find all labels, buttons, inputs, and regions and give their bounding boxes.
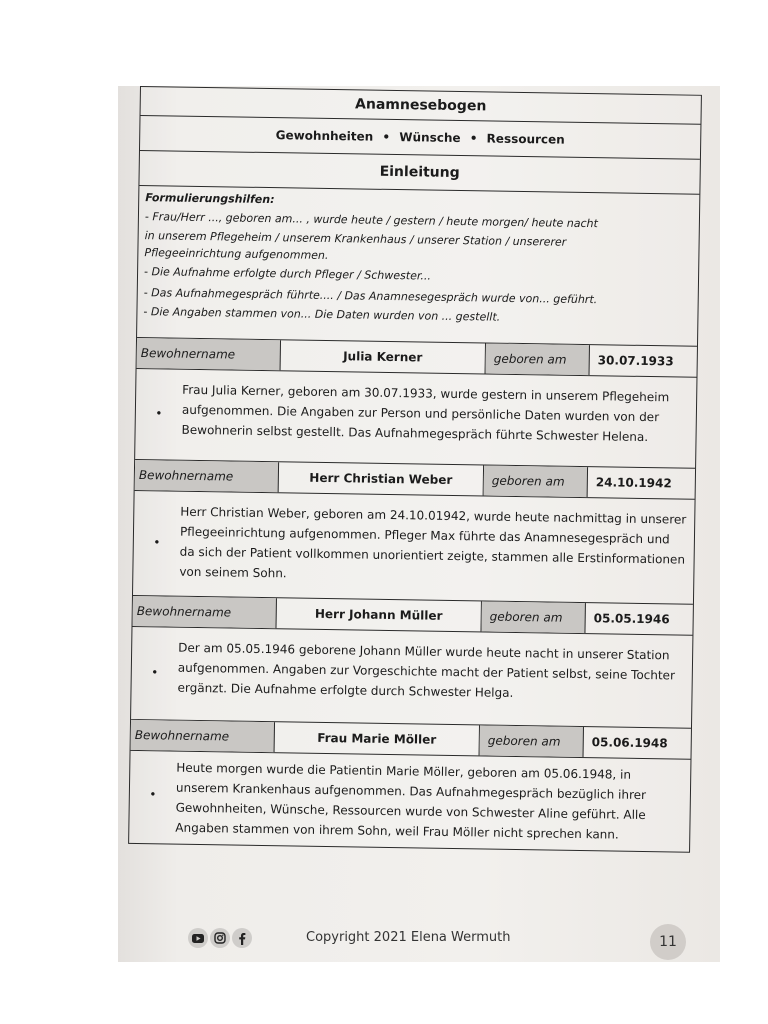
- subtitle-habits: Gewohnheiten: [275, 128, 374, 144]
- resident-text: Herr Christian Weber, geboren am 24.10.01942, wurde heute nachmittag in unserer Pflegeeinrichtung aufgenommen. Pfleger Max führte das Anamnesegespräch und da sich der Patient vollkommen unorientiert zeigte, stammen alle Erstinformationen von seinem Sohn.: [179, 504, 687, 581]
- resident-name: Herr Johann Müller: [277, 598, 482, 631]
- birth-date: 05.06.1948: [591, 735, 668, 751]
- hints-title: Formulierungshilfen:: [145, 191, 275, 207]
- form-box: [128, 86, 702, 853]
- page-number: 11: [650, 924, 686, 960]
- resident-name-label: Bewohnername: [133, 596, 277, 628]
- resident-name-label: Bewohnername: [135, 460, 279, 492]
- hint-line: in unserem Pflegeheim / unserem Krankenhaus / unserer Station / unsererer: [144, 229, 567, 249]
- resident-block: [135, 337, 697, 468]
- birth-date-label: geboren am: [486, 343, 590, 375]
- hint-line: - Frau/Herr ..., geboren am... , wurde heute / gestern / heute morgen/ heute nacht: [144, 210, 598, 231]
- hint-line: - Das Aufnahmegespräch führte.... / Das Anamnesegespräch wurde von... geführt.: [143, 286, 598, 307]
- resident-description: [135, 369, 696, 468]
- resident-block: [133, 459, 695, 604]
- copyright-text: Copyright 2021 Elena Wermuth: [306, 930, 511, 945]
- resident-name: Julia Kerner: [281, 340, 486, 373]
- book-photo: [118, 86, 720, 962]
- social-icons: [188, 928, 252, 948]
- bullet-point: •: [153, 535, 161, 550]
- page-footer: [188, 924, 708, 960]
- resident-name: Herr Christian Weber: [279, 462, 484, 495]
- birth-date: 30.07.1933: [597, 353, 674, 369]
- subtitle-wishes: Wünsche: [399, 130, 461, 146]
- hint-line: - Die Aufnahme erfolgte durch Pfleger / Schwester...: [143, 265, 432, 283]
- bullet-point: •: [155, 406, 163, 421]
- hint-line: - Die Angaben stammen von... Die Daten wurden von ... gestellt.: [143, 305, 501, 324]
- resident-description: [133, 491, 695, 604]
- resident-block: [131, 595, 693, 728]
- resident-name-label: Bewohnername: [137, 338, 281, 370]
- instagram-icon: [210, 928, 230, 948]
- resident-text: Frau Julia Kerner, geboren am 30.07.1933, wurde gestern in unserem Pflegeheim aufgenommen. Die Angaben zur Person und persönliche Daten wurden von der Bewohnerin selbst gestellt. Das Aufnahmegespräch führte Schwester Helena.: [181, 382, 670, 445]
- subtitle-bullet: •: [469, 131, 478, 146]
- subtitle-bullet: •: [382, 129, 391, 144]
- resident-description: [131, 627, 692, 728]
- resident-name-label: Bewohnername: [131, 720, 275, 752]
- hint-line: Pflegeeinrichtung aufgenommen.: [144, 246, 329, 262]
- resident-text: Der am 05.05.1946 geborene Johann Müller wurde heute nacht in unserer Station aufgenommen. Angaben zur Vorgeschichte macht der Patient selbst, seine Tochter ergänzt. Die Aufnahme erfolgte durch Schwester Helga.: [177, 640, 676, 700]
- bullet-point: •: [151, 665, 159, 680]
- phrasing-hints: [137, 185, 699, 346]
- section-title: Einleitung: [379, 163, 460, 182]
- birth-date-label: geboren am: [484, 465, 588, 497]
- facebook-icon: [232, 928, 252, 948]
- resident-text: Heute morgen wurde die Patientin Marie Möller, geboren am 05.06.1948, in unserem Krankenhaus aufgenommen. Das Aufnahmegespräch bezüglich ihrer Gewohnheiten, Wünsche, Ressourcen wurde von Schwester Aline geführt. Alle Angaben stammen von ihrem Sohn, weil Frau Möller nicht sprechen kann.: [175, 760, 647, 842]
- birth-date-label: geboren am: [481, 601, 585, 633]
- form-title: Anamnesebogen: [141, 87, 701, 125]
- subtitle-resources: Ressourcen: [486, 131, 565, 147]
- resident-name: Frau Marie Möller: [275, 722, 480, 755]
- birth-date: 05.05.1946: [593, 611, 670, 627]
- youtube-icon: [188, 928, 208, 948]
- birth-date-label: geboren am: [480, 725, 584, 757]
- bullet-point: •: [149, 787, 157, 802]
- resident-description: [129, 751, 690, 852]
- resident-block: [129, 719, 691, 852]
- birth-date: 24.10.1942: [595, 475, 672, 491]
- anamnesis-page: [128, 86, 702, 853]
